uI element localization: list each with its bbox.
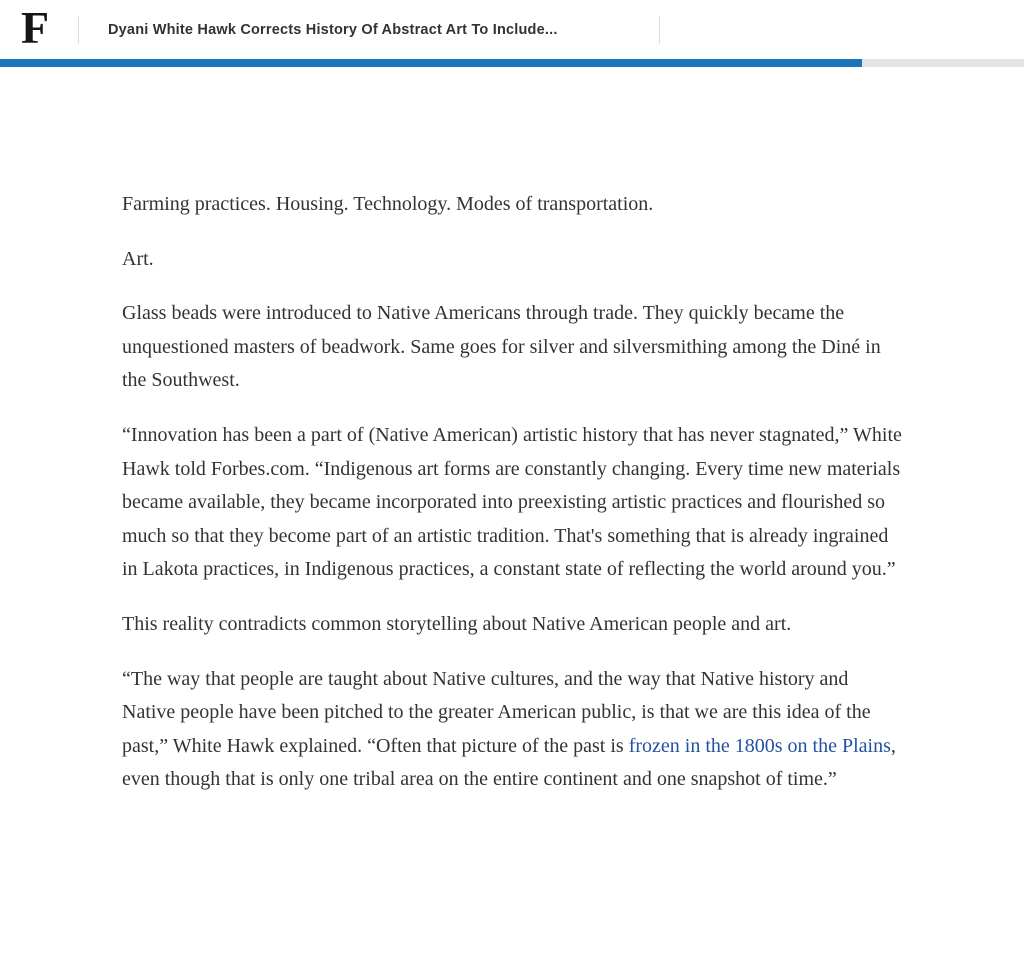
article-paragraph — [122, 419, 902, 587]
article-body — [120, 67, 904, 857]
article-text: “Innovation has been a part of (Native American) artistic history that has never stagnated,” White Hawk told Forbes.com. “Indigenous art forms are constantly changing. Every time new materials became available, they became incorporated into preexisting artistic practices and flourished so much so that they become part of an artistic tradition. That's something that is already ingrained in Lakota practices, in Indigenous practices, a constant state of reflecting the world around you.” — [122, 423, 902, 581]
article-paragraph — [122, 663, 902, 797]
article-text: “The way that people are taught about Native cultures, and the way that Native history and Native people have been pitched to the greater American public, is that we are this idea of the past,” White Hawk explained. “Often that picture of the past is — [122, 667, 871, 757]
header-divider-left — [78, 16, 79, 44]
article-paragraph — [122, 297, 902, 398]
header-divider-right — [659, 16, 660, 44]
article-text: Glass beads were introduced to Native Americans through trade. They quickly became the unquestioned masters of beadwork. Same goes for silver and silversmithing among the Diné in the Southwest. — [122, 302, 881, 392]
reading-progress-track — [0, 59, 1024, 67]
article-paragraph — [122, 243, 902, 277]
article-text: Art. — [122, 247, 154, 270]
article-text: This reality contradicts common storytelling about Native American people and art. — [122, 612, 792, 635]
article-link[interactable]: frozen in the 1800s on the Plains — [628, 734, 891, 757]
reading-progress-fill — [0, 59, 862, 67]
header-article-title: Dyani White Hawk Corrects History Of Abstract Art To Include... — [108, 21, 558, 38]
article-text: , even though that is only one tribal area on the entire continent and one snapshot of time.” — [122, 734, 896, 791]
article-paragraph — [122, 608, 902, 642]
sticky-header — [0, 0, 1024, 59]
forbes-logo[interactable]: F — [21, 1, 50, 53]
article-paragraph — [122, 188, 902, 222]
article-text: Farming practices. Housing. Technology. Modes of transportation. — [122, 193, 654, 215]
